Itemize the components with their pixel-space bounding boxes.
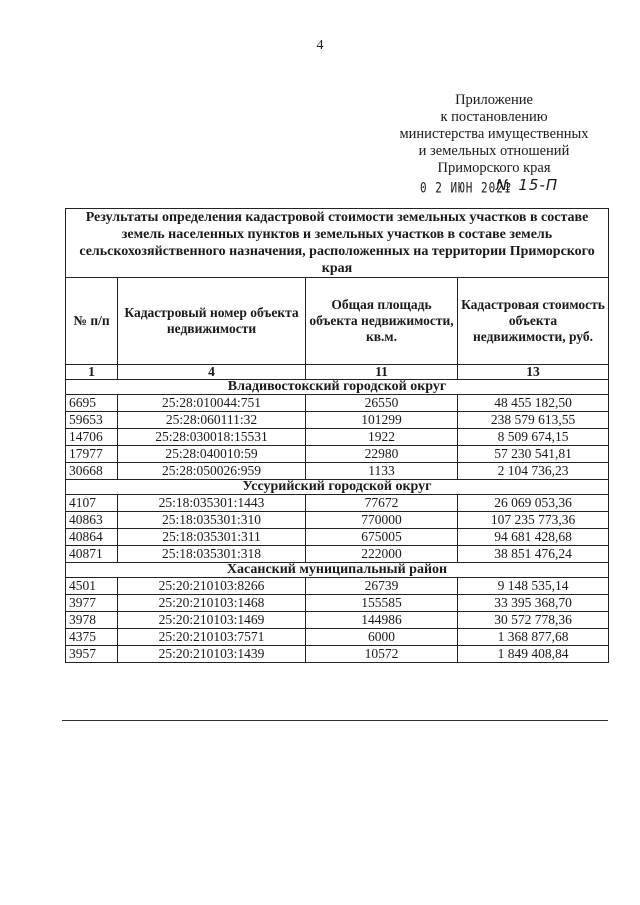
header-area: Общая площадь объекта недвижимости, кв.м. <box>306 278 458 365</box>
row-number: 40871 <box>66 546 118 563</box>
section-title: Хасанский муниципальный район <box>66 563 609 578</box>
cost-value: 1 849 408,84 <box>458 646 609 663</box>
section-row <box>66 563 609 578</box>
area-value: 1133 <box>306 463 458 480</box>
row-number: 17977 <box>66 446 118 463</box>
header-value: Кадастровая стоимость объекта недвижимости, руб. <box>458 278 609 365</box>
table-row <box>66 595 609 612</box>
cost-value: 57 230 541,81 <box>458 446 609 463</box>
row-number: 4375 <box>66 629 118 646</box>
area-value: 77672 <box>306 495 458 512</box>
area-value: 26739 <box>306 578 458 595</box>
area-value: 1922 <box>306 429 458 446</box>
cadastral-number: 25:18:035301:311 <box>118 529 306 546</box>
area-value: 770000 <box>306 512 458 529</box>
cost-value: 238 579 613,55 <box>458 412 609 429</box>
area-value: 22980 <box>306 446 458 463</box>
document-number: № 15-П <box>496 176 559 194</box>
area-value: 675005 <box>306 529 458 546</box>
header-cadastral-number: Кадастровый номер объекта недвижимости <box>118 278 306 365</box>
area-value: 6000 <box>306 629 458 646</box>
table-row <box>66 529 609 546</box>
table-row <box>66 646 609 663</box>
row-number: 4107 <box>66 495 118 512</box>
table-row <box>66 629 609 646</box>
cost-value: 38 851 476,24 <box>458 546 609 563</box>
appendix-line: Приморского края <box>437 160 551 176</box>
cost-value: 2 104 736,23 <box>458 463 609 480</box>
cost-value: 94 681 428,68 <box>458 529 609 546</box>
divider-line <box>62 720 608 721</box>
appendix-block <box>380 92 608 177</box>
appendix-line: министерства имущественных <box>399 126 589 142</box>
cadastral-number: 25:18:035301:310 <box>118 512 306 529</box>
cost-value: 8 509 674,15 <box>458 429 609 446</box>
area-value: 26550 <box>306 395 458 412</box>
appendix-line: к постановлению <box>440 109 548 125</box>
cadastral-number: 25:20:210103:1468 <box>118 595 306 612</box>
row-number: 3978 <box>66 612 118 629</box>
cadastral-number: 25:20:210103:7571 <box>118 629 306 646</box>
section-row <box>66 380 609 395</box>
cadastral-number: 25:28:030018:15531 <box>118 429 306 446</box>
section-row <box>66 480 609 495</box>
area-value: 222000 <box>306 546 458 563</box>
table-row <box>66 412 609 429</box>
row-number: 3957 <box>66 646 118 663</box>
column-number: 1 <box>66 365 118 380</box>
cadastral-number: 25:18:035301:1443 <box>118 495 306 512</box>
row-number: 59653 <box>66 412 118 429</box>
cost-value: 48 455 182,50 <box>458 395 609 412</box>
cadastral-value-table <box>65 208 609 663</box>
table-row <box>66 578 609 595</box>
area-value: 10572 <box>306 646 458 663</box>
cadastral-number: 25:20:210103:1469 <box>118 612 306 629</box>
row-number: 6695 <box>66 395 118 412</box>
section-title: Владивостокский городской округ <box>66 380 609 395</box>
header-number: № п/п <box>66 278 118 365</box>
cost-value: 9 148 535,14 <box>458 578 609 595</box>
column-number: 4 <box>118 365 306 380</box>
table-row <box>66 429 609 446</box>
table-row <box>66 446 609 463</box>
appendix-line: и земельных отношений <box>418 143 570 159</box>
column-number: 11 <box>306 365 458 380</box>
table-row <box>66 495 609 512</box>
table-title: Результаты определения кадастровой стоимости земельных участков в составе земель населенных пунктов и земельных участков в составе земель сельскохозяйственного назначения, расположенных на территории Приморского края <box>66 209 609 278</box>
date-stamp: 0 2 ИЮН 2021 <box>420 180 512 197</box>
cadastral-number: 25:28:040010:59 <box>118 446 306 463</box>
table-row <box>66 512 609 529</box>
page-number: 4 <box>316 38 324 53</box>
row-number: 14706 <box>66 429 118 446</box>
table-row <box>66 612 609 629</box>
cadastral-number: 25:28:050026:959 <box>118 463 306 480</box>
cost-value: 33 395 368,70 <box>458 595 609 612</box>
row-number: 30668 <box>66 463 118 480</box>
cost-value: 30 572 778,36 <box>458 612 609 629</box>
cadastral-number: 25:28:060111:32 <box>118 412 306 429</box>
row-number: 4501 <box>66 578 118 595</box>
cost-value: 1 368 877,68 <box>458 629 609 646</box>
area-value: 144986 <box>306 612 458 629</box>
cadastral-number: 25:28:010044:751 <box>118 395 306 412</box>
row-number: 40864 <box>66 529 118 546</box>
row-number: 40863 <box>66 512 118 529</box>
section-title: Уссурийский городской округ <box>66 480 609 495</box>
cadastral-number: 25:18:035301:318 <box>118 546 306 563</box>
row-number: 3977 <box>66 595 118 612</box>
cadastral-number: 25:20:210103:1439 <box>118 646 306 663</box>
table-row <box>66 395 609 412</box>
appendix-line: Приложение <box>455 92 533 108</box>
table-row <box>66 546 609 563</box>
column-number: 13 <box>458 365 609 380</box>
area-value: 155585 <box>306 595 458 612</box>
cadastral-number: 25:20:210103:8266 <box>118 578 306 595</box>
area-value: 101299 <box>306 412 458 429</box>
cost-value: 107 235 773,36 <box>458 512 609 529</box>
table-row <box>66 463 609 480</box>
cost-value: 26 069 053,36 <box>458 495 609 512</box>
